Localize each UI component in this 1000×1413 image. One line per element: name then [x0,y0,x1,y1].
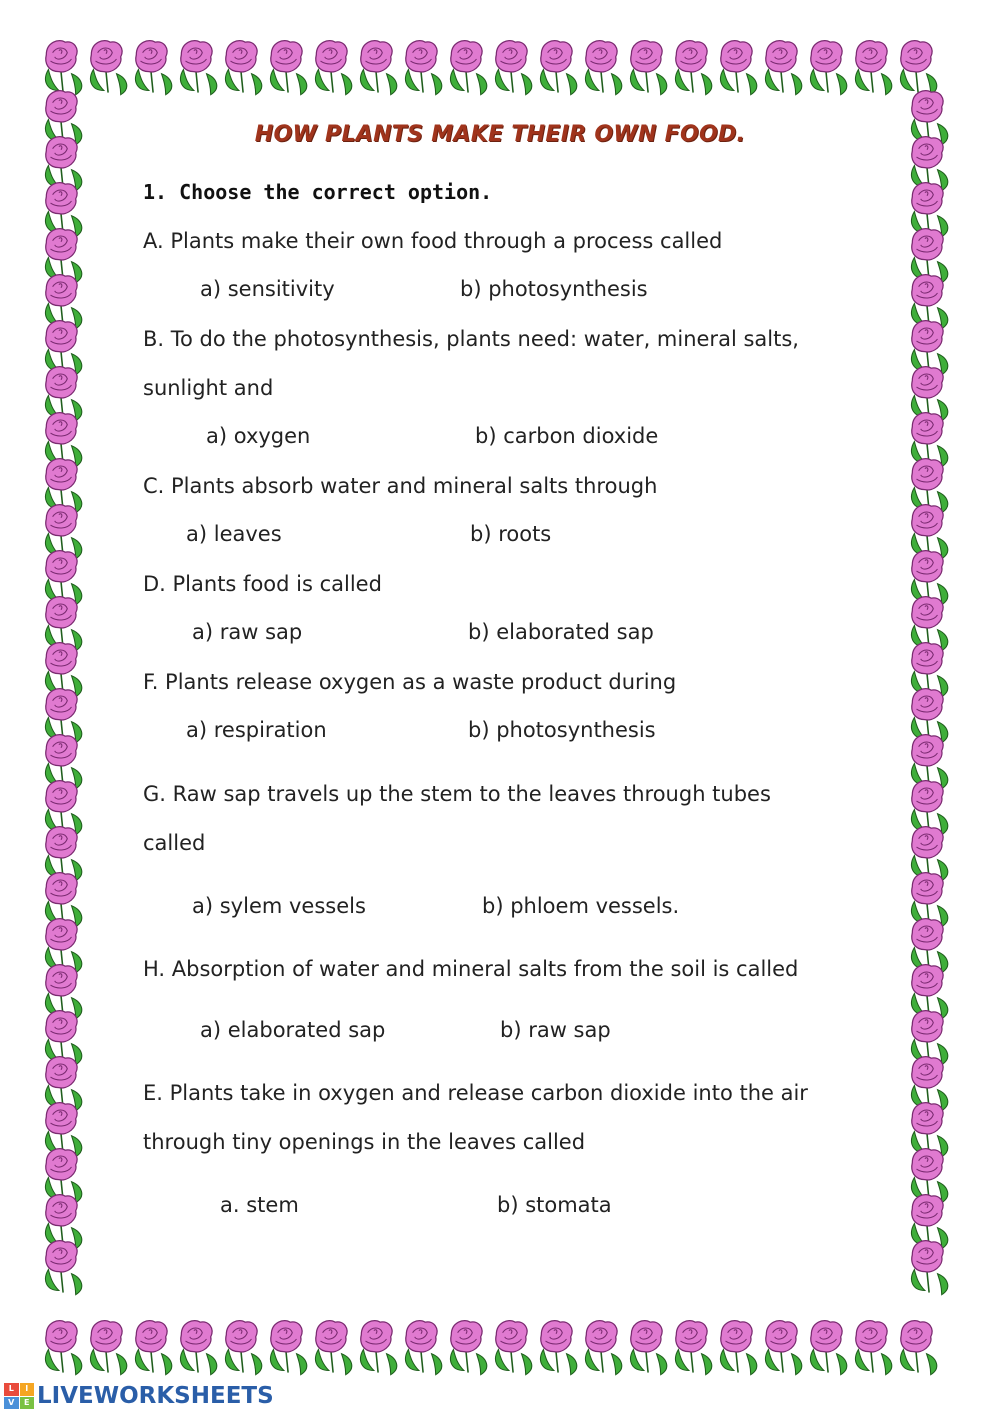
question-text-cont: through tiny openings in the leaves called [143,1130,586,1154]
logo-mark-letter: V [4,1397,19,1410]
question-text-cont: sunlight and [143,376,274,400]
option-f-1[interactable]: a) respiration [186,718,327,742]
question-e [143,1069,863,1167]
question-g [143,770,863,868]
question-d [143,560,863,609]
logo-mark-letter: L [4,1383,19,1396]
question-text: D. Plants food is called [143,572,382,596]
logo-mark-letter: E [20,1397,35,1410]
liveworksheets-logo[interactable] [4,1381,274,1411]
option-c-1[interactable]: a) leaves [186,522,282,546]
option-c-2[interactable]: b) roots [470,522,552,546]
question-text: G. Raw sap travels up the stem to the leaves through tubes [143,782,771,806]
option-h-1[interactable]: a) elaborated sap [200,1018,386,1042]
option-d-2[interactable]: b) elaborated sap [468,620,654,644]
option-b-1[interactable]: a) oxygen [206,424,311,448]
option-e-2[interactable]: b) stomata [497,1193,612,1217]
logo-text: LIVEWORKSHEETS [37,1383,274,1409]
option-h-2[interactable]: b) raw sap [500,1018,611,1042]
option-g-2[interactable]: b) phloem vessels. [482,894,680,918]
question-text: F. Plants release oxygen as a waste product during [143,670,677,694]
question-text: H. Absorption of water and mineral salts from the soil is called [143,957,799,981]
option-a-2[interactable]: b) photosynthesis [460,277,648,301]
question-text: A. Plants make their own food through a process called [143,229,723,253]
instruction-heading: 1. Choose the correct option. [143,180,493,204]
option-d-1[interactable]: a) raw sap [192,620,303,644]
question-b [143,315,863,413]
question-text: E. Plants take in oxygen and release carbon dioxide into the air [143,1081,808,1105]
question-c [143,462,863,511]
liveworksheets-mark-icon [4,1383,34,1409]
option-b-2[interactable]: b) carbon dioxide [475,424,659,448]
question-text: C. Plants absorb water and mineral salts through [143,474,658,498]
question-h [143,945,863,994]
logo-mark-letter: I [20,1383,35,1396]
option-a-1[interactable]: a) sensitivity [200,277,335,301]
question-text: B. To do the photosynthesis, plants need: water, mineral salts, [143,327,799,351]
question-text-cont: called [143,831,206,855]
worksheet-title: HOW PLANTS MAKE THEIR OWN FOOD. [254,122,746,147]
option-e-1[interactable]: a. stem [220,1193,299,1217]
question-f [143,658,863,707]
option-g-1[interactable]: a) sylem vessels [192,894,366,918]
option-f-2[interactable]: b) photosynthesis [468,718,656,742]
question-a [143,217,863,266]
